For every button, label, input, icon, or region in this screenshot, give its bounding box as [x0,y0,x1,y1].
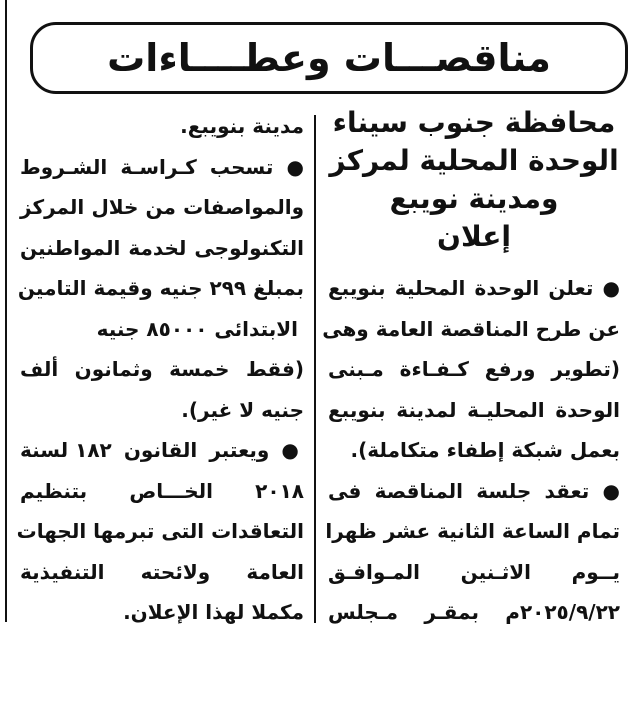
body-line: العامة ولائحته التنفيذية [20,559,304,584]
body-line: الابتدائى ٨٥٠٠٠ جنيه [96,316,298,341]
body-line: مدينة بنويبع. [180,114,304,138]
body-line: ● تعقد جلسة المناقصة فى [328,478,620,503]
page-left-rule [5,0,7,622]
body-line: والمواصفات من خلال المركز [20,195,304,219]
body-line: ٢٠٢٥/٩/٢٢م بمقـر مـجلس [328,600,620,624]
body-line: ● تعلن الوحدة المحلية بنويبع [328,276,620,300]
announcement-title-line: إعلان [437,220,511,253]
body-line: بعمل شبكة إطفاء متكاملة). [350,438,620,462]
body-line: الوحدة المحليـة لمدينة بنويبع [328,397,620,422]
announcement-title-line: محافظة جنوب سيناء [332,106,616,139]
section-header-box [30,22,628,94]
body-line: ● ويعتبر القانون ١٨٢ لسنة [20,438,304,462]
body-line: التكنولوجى لخدمة المواطنين [20,235,304,260]
announcement-title-line: ومدينة نويبع [389,182,559,215]
body-line: يــوم الاثـنين المـوافـق [328,559,620,584]
body-line: مكملا لهذا الإعلان. [123,600,304,624]
body-line: التعاقدات التى تبرمها الجهات [16,519,304,543]
announcement-title-line: الوحدة المحلية لمركز [329,144,619,177]
body-line: تمام الساعة الثانية عشر ظهرا [325,519,620,543]
column-divider [314,115,316,623]
body-line: (تطوير ورفع كـفـاءة مـبنى [328,357,620,381]
body-line: (فقط خمسة وثمانون ألف [20,357,304,381]
body-line: عن طرح المناقصة العامة وهى [322,316,620,341]
right-column [322,104,620,633]
section-title: مناقصـــات وعطــــاءات [107,36,551,80]
body-line: جنيه لا غير). [181,397,304,422]
left-column [16,106,304,633]
body-line: بمبلغ ٢٩٩ جنيه وقيمة التامين [17,276,304,300]
body-line: ● تسحب كـراسـة الشـروط [20,154,304,179]
body-line: ٢٠١٨ الخـــاص بتنظيم [20,478,304,503]
